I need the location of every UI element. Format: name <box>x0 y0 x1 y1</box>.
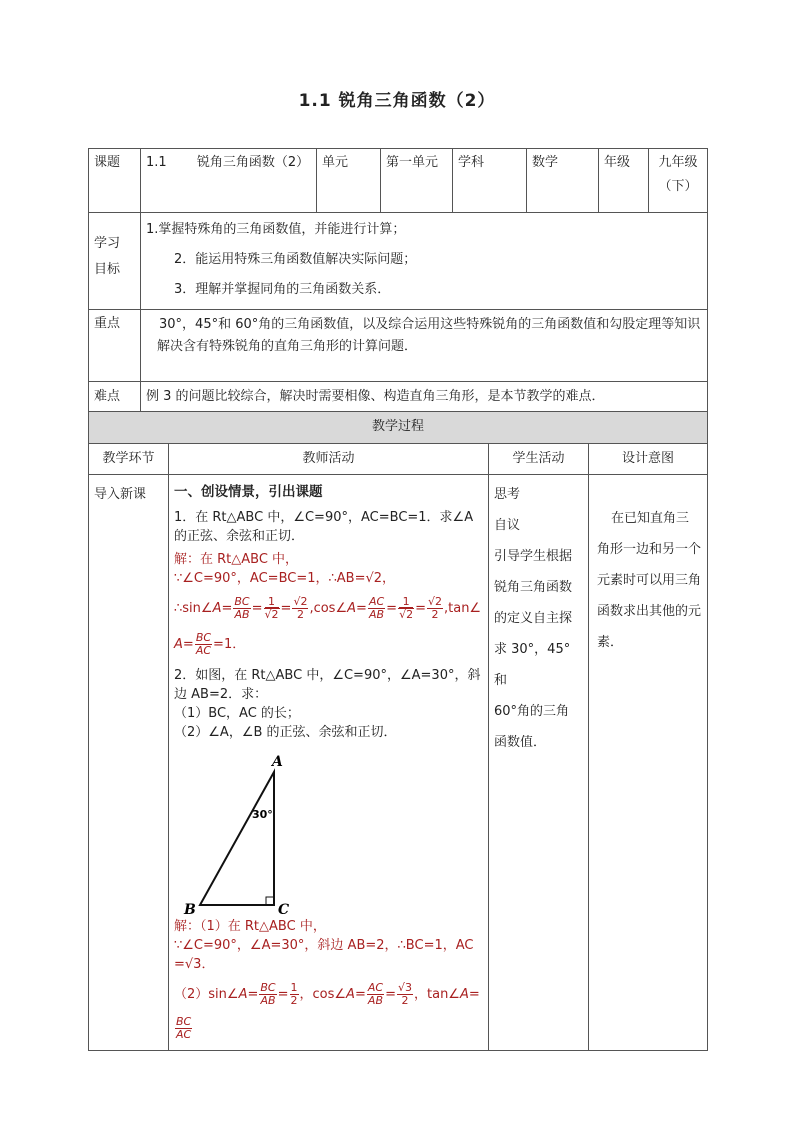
triangle-diagram <box>174 742 484 917</box>
nianji-value <box>649 149 708 213</box>
keti-name: 锐角三角函数（2） <box>196 155 310 170</box>
solution-1-formula-end: A= $\frac{BC}{AC}$ =1． <box>174 631 246 657</box>
solution-1-line1: 解：在 Rt△ABC 中， <box>174 552 299 567</box>
key-label: 重点 <box>89 310 141 382</box>
difficulty-label: 难点 <box>89 382 141 413</box>
triangle-figure <box>174 742 483 917</box>
solution-2-formula: （2）sin∠A= $\frac{BC}{AB}$ = $\frac{1}{2}$ ，cos∠A= $\frac{AC}{AB}$ = $\frac{√3}{2}$ ，tan∠A= $\frac{BC}{AC}$ <box>174 981 480 1041</box>
keti-label: 课题 <box>89 149 141 213</box>
solution-1-line2: ∵∠C=90°，AC=BC=1，∴AB=√2， <box>174 571 396 586</box>
question-2: 2．如图，在 Rt△ABC 中，∠C=90°，∠A=30°，斜边 AB=2．求： <box>174 668 481 702</box>
solution-2-line1: 解：（1）在 Rt△ABC 中， <box>174 919 326 934</box>
triangle-shape <box>200 772 274 905</box>
student-line: 锐角三角函数 <box>494 580 573 595</box>
goal-item: 3．理解并掌握同角的三角函数关系． <box>174 282 391 297</box>
keti-number: 1.1 <box>146 155 167 170</box>
danyuan-label: 单元 <box>317 149 381 213</box>
stage-cell: 导入新课 <box>89 475 169 1051</box>
teacher-activity <box>169 475 489 1051</box>
goal-item: 1.掌握特殊角的三角函数值，并能进行计算； <box>146 222 406 237</box>
right-angle-mark <box>266 897 274 905</box>
vertex-b: B <box>184 902 196 917</box>
question-2-part1: （1）BC，AC 的长； <box>174 706 300 721</box>
vertex-c: C <box>278 902 290 917</box>
student-line: 自议 <box>494 518 521 533</box>
student-line: 求 30°，45°和 <box>494 642 571 688</box>
xueke-label: 学科 <box>453 149 527 213</box>
goals-label-1: 学习 <box>94 236 121 251</box>
col-teacher: 教师活动 <box>169 444 489 475</box>
solution-2-line2: ∵∠C=90°，∠A=30°，斜边 AB=2，∴BC=1，AC <box>174 938 474 953</box>
xueke-value: 数学 <box>527 149 599 213</box>
angle-label: 30° <box>252 808 273 821</box>
goals-label <box>89 213 141 310</box>
student-line: 的定义自主探 <box>494 611 573 626</box>
question-2-part2: （2）∠A，∠B 的正弦、余弦和正切． <box>174 725 397 740</box>
danyuan-value: 第一单元 <box>381 149 453 213</box>
col-stage: 教学环节 <box>89 444 169 475</box>
difficulty-text: 例 3 的问题比较综合，解决时需要相像、构造直角三角形，是本节教学的难点． <box>141 382 708 413</box>
nianji-sub: （下） <box>658 179 698 194</box>
solution-2-line3: =√3． <box>174 957 215 972</box>
process-table <box>88 411 708 1051</box>
section-title: 一、创设情景，引出课题 <box>174 484 323 500</box>
col-design: 设计意图 <box>589 444 708 475</box>
student-line: 思考 <box>494 487 521 502</box>
process-header: 教学过程 <box>89 412 708 444</box>
student-line: 函数值． <box>494 735 547 750</box>
goals-label-2: 目标 <box>94 262 121 277</box>
nianji-main: 九年级 <box>658 155 698 170</box>
student-line: 60°角的三角 <box>494 704 570 719</box>
keti-value <box>141 149 317 213</box>
col-student: 学生活动 <box>489 444 589 475</box>
student-activity <box>489 475 589 1051</box>
design-intent: 在已知直角三角形一边和另一个元素时可以用三角函数求出其他的元素． <box>589 475 708 1051</box>
nianji-label: 年级 <box>599 149 649 213</box>
goals-content <box>141 213 708 310</box>
goal-item: 2．能运用特殊三角函数值解决实际问题； <box>174 252 417 267</box>
info-table <box>88 148 708 413</box>
vertex-a: A <box>272 754 283 770</box>
page-title: 1.1 锐角三角函数（2） <box>298 91 496 111</box>
solution-1-formula: ∴sin∠A= $\frac{BC}{AB}$ = $\frac{1}{√2}$ = $\frac{√2}{2}$ ,cos∠A= $\frac{AC}{AB}$ = $\frac{1}{√2}$ = $\frac{√2}{2}$ ,tan∠ <box>174 595 482 621</box>
student-line: 引导学生根据 <box>494 549 573 564</box>
question-1: 1．在 Rt△ABC 中，∠C=90°，AC=BC=1．求∠A 的正弦、余弦和正切． <box>174 510 474 544</box>
key-text: 30°，45°和 60°角的三角函数值，以及综合运用这些特殊锐角的三角函数值和勾股定理等知识解决含有特殊锐角的直角三角形的计算问题． <box>141 310 708 382</box>
